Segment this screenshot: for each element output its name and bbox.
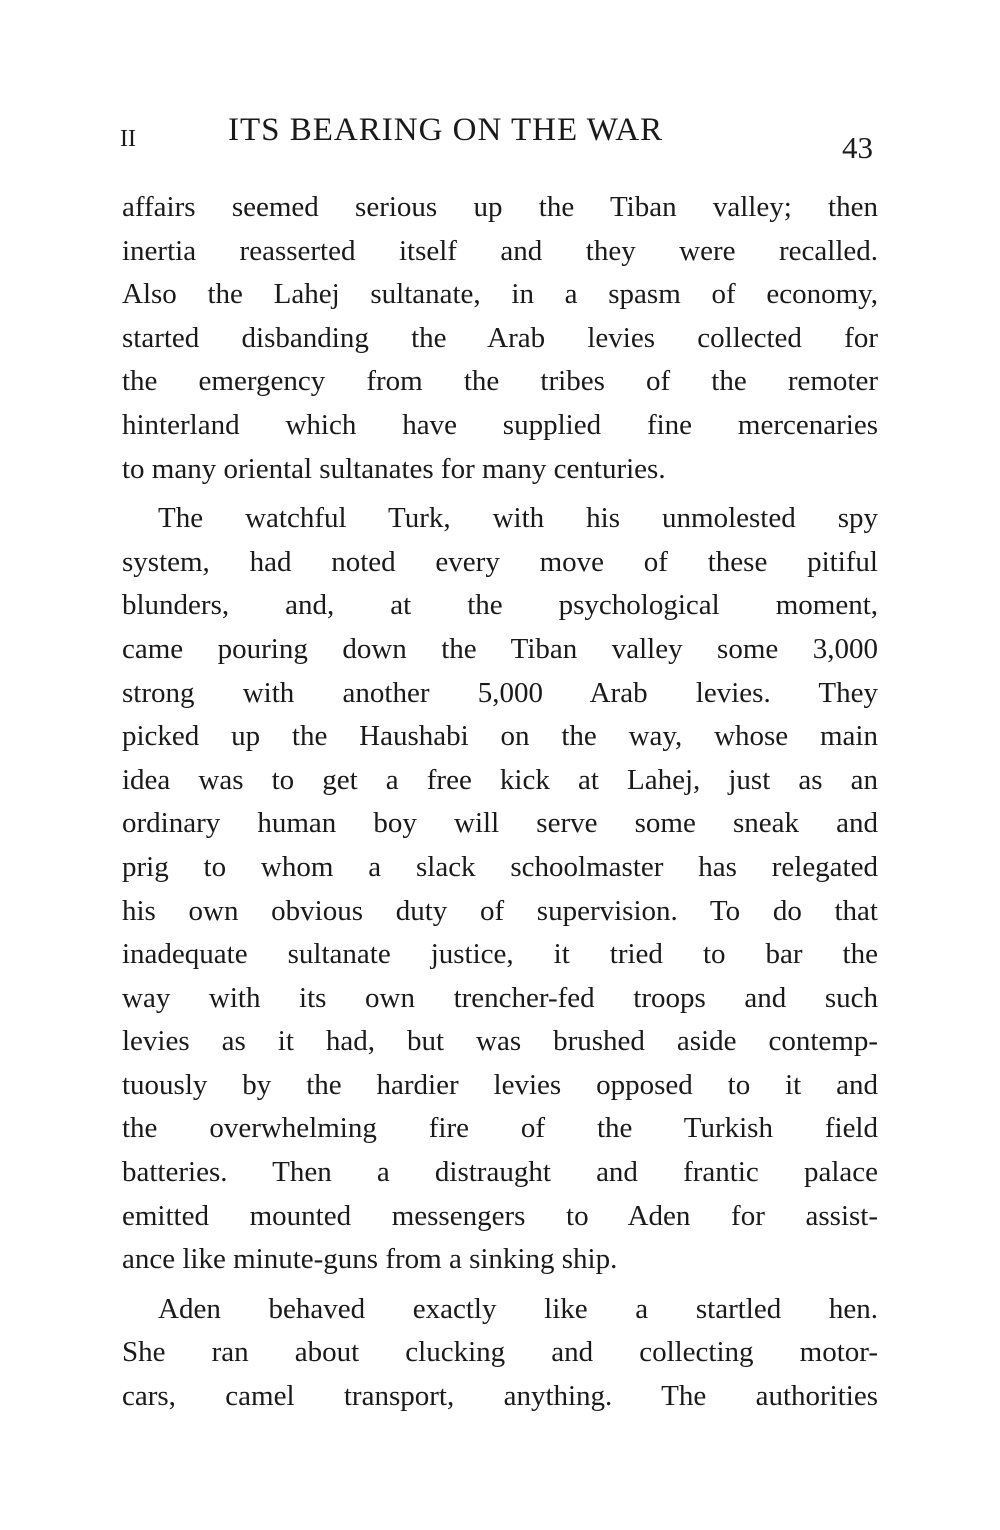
text-line: idea was to get a free kick at Lahej, just as an — [122, 763, 878, 796]
text-line: his own obvious duty of supervision. To do that — [122, 894, 878, 927]
text-line: hinterland which have supplied fine mercenaries — [122, 408, 878, 441]
text-line: blunders, and, at the psychological moment, — [122, 589, 878, 622]
text-line: picked up the Haushabi on the way, whose main — [122, 720, 878, 753]
running-title: ITS BEARING ON THE WAR — [228, 112, 664, 148]
text-line: strong with another 5,000 Arab levies. They — [122, 676, 878, 709]
text-line: batteries. Then a distraught and frantic palace — [122, 1156, 878, 1189]
text-line: ordinary human boy will serve some sneak and — [122, 807, 878, 840]
text-line: the emergency from the tribes of the remoter — [122, 365, 878, 398]
text-line: affairs seemed serious up the Tiban valley; then — [122, 191, 878, 223]
text-line: Also the Lahej sultanate, in a spasm of economy, — [122, 278, 878, 311]
text-line: She ran about clucking and collecting motor- — [122, 1336, 878, 1369]
page-number: 43 — [842, 130, 873, 165]
text-line: levies as it had, but was brushed aside contemp- — [122, 1025, 878, 1058]
running-header — [0, 112, 1000, 165]
paragraph — [122, 1288, 878, 1419]
text-line: started disbanding the Arab levies collected for — [122, 321, 878, 354]
text-line: inertia reasserted itself and they were recalled. — [122, 234, 878, 267]
text-line: ance like minute-guns from a sinking ship. — [122, 1243, 618, 1276]
page-body — [122, 186, 878, 1419]
text-line: way with its own trencher-fed troops and such — [122, 981, 878, 1014]
text-line: Aden behaved exactly like a startled hen. — [158, 1292, 878, 1325]
text-line: the overwhelming fire of the Turkish field — [122, 1112, 878, 1145]
text-line: cars, camel transport, anything. The authorities — [122, 1380, 878, 1413]
text-line: The watchful Turk, with his unmolested spy — [158, 502, 878, 535]
chapter-number: II — [120, 126, 136, 152]
text-line: came pouring down the Tiban valley some 3,000 — [122, 632, 878, 665]
text-line: tuously by the hardier levies opposed to it and — [122, 1068, 878, 1101]
text-line: emitted mounted messengers to Aden for assist- — [122, 1199, 878, 1232]
paragraph — [122, 497, 878, 1282]
paragraph — [122, 186, 878, 491]
text-line: inadequate sultanate justice, it tried to bar the — [122, 938, 878, 971]
text-line: prig to whom a slack schoolmaster has relegated — [122, 850, 878, 883]
text-line: to many oriental sultanates for many centuries. — [122, 452, 666, 485]
text-line: system, had noted every move of these pitiful — [122, 545, 878, 578]
